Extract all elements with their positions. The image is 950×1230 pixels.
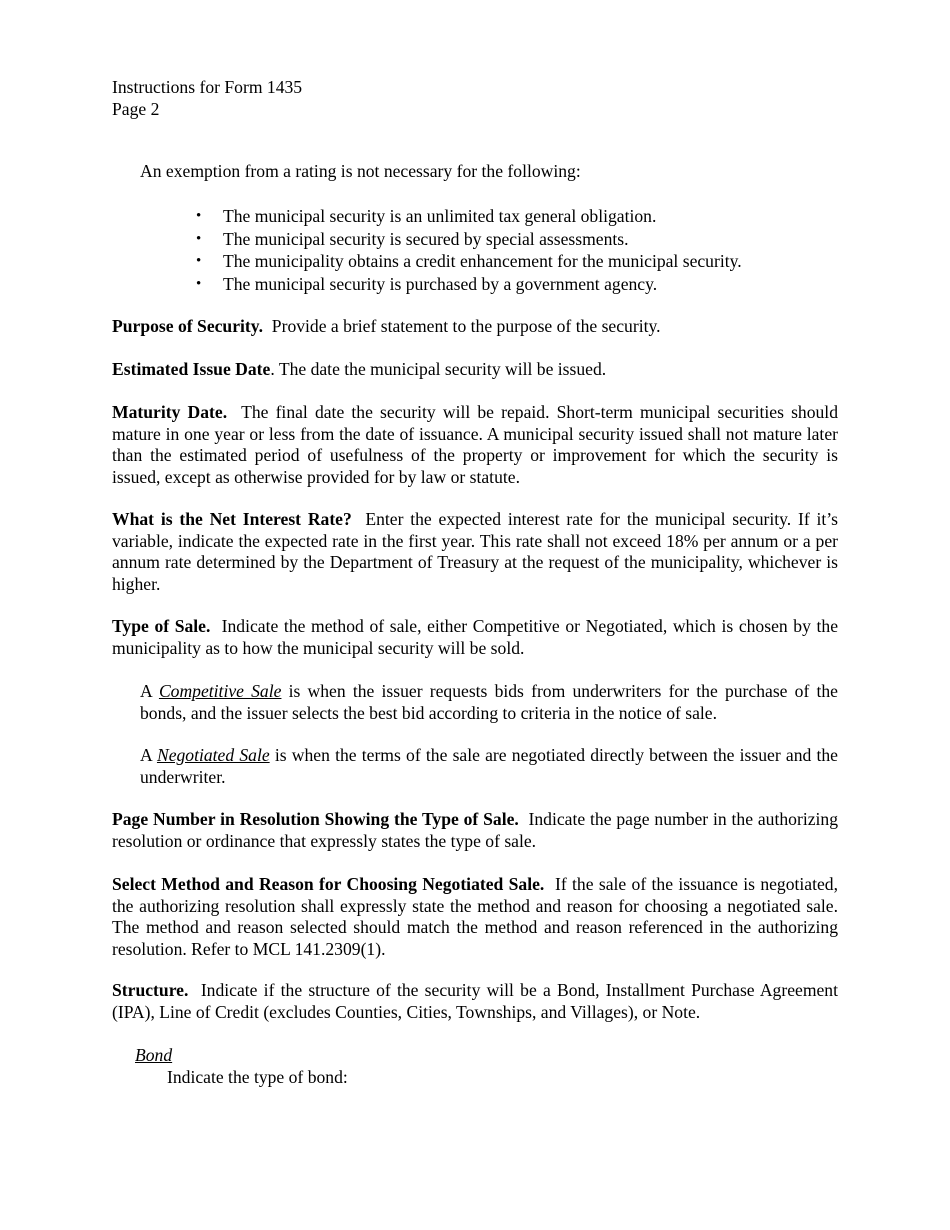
- negotiated-sale-term: Negotiated Sale: [156, 745, 270, 765]
- bond-heading: Bond: [135, 1045, 173, 1065]
- bullet-icon: •: [196, 208, 202, 224]
- negotiated-sale-paragraph: A Negotiated Sale is when the terms of the sale are negotiated directly between the issuer and the underwriter.: [140, 745, 838, 787]
- maturity-heading: Maturity Date.: [112, 402, 228, 422]
- bullet-icon: •: [196, 230, 202, 247]
- maturity-paragraph: Maturity Date. The final date the security will be repaid. Short-term municipal securities should mature in one year or less from the date of issuance. A municipal security issued shall not mature later than the estimated period of usefulness of the property or improvement for which the security is issued, except as otherwise provided for by law or statute.: [112, 402, 838, 487]
- sale-type-paragraph: Type of Sale. Indicate the method of sale, either Competitive or Negotiated, which is chosen by the municipality as to how the municipal security will be sold.: [112, 616, 839, 658]
- page-number-heading: Page Number in Resolution Showing the Type of Sale.: [112, 809, 519, 829]
- competitive-sale-term: Competitive Sale: [158, 681, 282, 701]
- bullet-icon: •: [196, 276, 202, 293]
- page-number-paragraph: Page Number in Resolution Showing the Type of Sale. Indicate the page number in the authorizing resolution or ordinance that expressly states the type of sale.: [112, 809, 838, 851]
- bullet-icon: •: [196, 253, 202, 270]
- list-item: • The municipal security is secured by special assessments.: [196, 228, 629, 249]
- purpose-paragraph: Purpose of Security. Provide a brief statement to the purpose of the security.: [112, 316, 661, 336]
- interest-paragraph: What is the Net Interest Rate? Enter the expected interest rate for the municipal security. If it’s variable, indicate the expected rate in the first year. This rate shall not exceed 18% per annum or a per annum rate determined by the Department of Treasury at the request of the municipality, whichever is higher.: [112, 509, 838, 594]
- page-label: Page 2: [112, 98, 160, 119]
- issue-date-heading: Estimated Issue Date: [112, 359, 271, 379]
- list-item: • The municipal security is an unlimited tax general obligation.: [196, 206, 657, 226]
- document-header: [112, 77, 302, 120]
- form-title: Instructions for Form 1435: [112, 77, 303, 97]
- list-item: • The municipality obtains a credit enhancement for the municipal security.: [196, 251, 742, 272]
- purpose-heading: Purpose of Security.: [112, 316, 263, 336]
- structure-paragraph: Structure. Indicate if the structure of the security will be a Bond, Installment Purchase Agreement (IPA), Line of Credit (excludes Counties, Cities, Townships, and Villages), or Note.: [112, 980, 838, 1022]
- issue-date-paragraph: Estimated Issue Date. The date the municipal security will be issued.: [112, 359, 607, 379]
- exemption-intro: An exemption from a rating is not necessary for the following:: [140, 161, 581, 181]
- method-reason-heading: Select Method and Reason for Choosing Negotiated Sale.: [112, 874, 545, 894]
- list-item: • The municipal security is purchased by a government agency.: [196, 274, 658, 295]
- competitive-sale-paragraph: A Competitive Sale is when the issuer requests bids from underwriters for the purchase of the bonds, and the issuer selects the best bid according to criteria in the notice of sale.: [140, 681, 838, 723]
- exemption-list: [196, 205, 742, 296]
- method-reason-paragraph: Select Method and Reason for Choosing Negotiated Sale. If the sale of the issuance is negotiated, the authorizing resolution shall expressly state the method and reason for choosing a negotiated sale. The method and reason selected should match the method and reason referenced in the authorizing resolution. Refer to MCL 141.2309(1).: [112, 874, 838, 959]
- bond-instruction: Indicate the type of bond:: [167, 1067, 348, 1087]
- interest-heading: What is the Net Interest Rate?: [112, 509, 352, 529]
- sale-type-heading: Type of Sale.: [112, 616, 211, 636]
- structure-heading: Structure.: [112, 980, 189, 1000]
